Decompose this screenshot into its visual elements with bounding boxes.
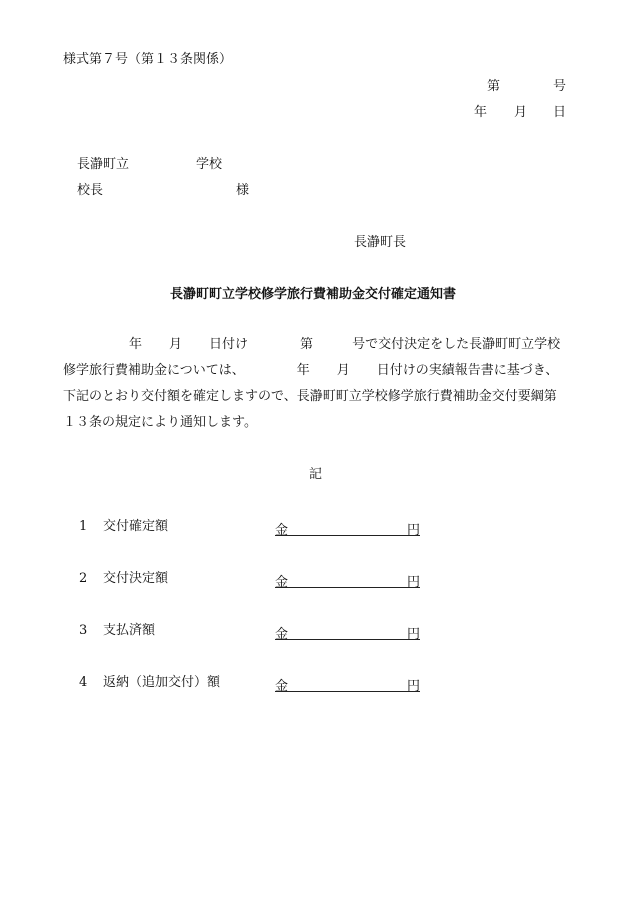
- document-number-prefix: 第: [487, 79, 501, 94]
- amount-suffix: 円: [406, 627, 420, 642]
- item-number: 4: [79, 675, 88, 690]
- body-line-2: [63, 363, 558, 379]
- amount-field: [275, 675, 420, 692]
- body-line-2-year: 年: [296, 363, 310, 378]
- page-title: 長瀞町町立学校修学旅行費補助金交付確定通知書: [170, 287, 457, 302]
- body-line-1-number-prefix: 第: [300, 337, 314, 352]
- item-label: 交付決定額: [103, 571, 169, 586]
- item-number: 1: [79, 519, 88, 534]
- addressee-school-prefix: 長瀞町立: [77, 157, 130, 172]
- addressee-honorific: 様: [236, 183, 250, 198]
- body-line-3: 下記のとおり交付額を確定しますので、長瀞町町立学校修学旅行費補助金交付要綱第: [63, 389, 557, 404]
- item-label: 返納（追加交付）額: [103, 675, 221, 690]
- amount-field: [275, 519, 420, 536]
- item-number: 3: [79, 623, 88, 638]
- body-paragraph: [63, 337, 575, 437]
- body-line-1-month: 月: [169, 337, 183, 352]
- item-label: 支払済額: [103, 623, 156, 638]
- amount-prefix: 金: [275, 523, 289, 538]
- addressee-principal: 校長: [77, 183, 104, 198]
- form-label: 様式第７号（第１３条関係）: [63, 52, 233, 67]
- amount-prefix: 金: [275, 575, 289, 590]
- amount-suffix: 円: [406, 575, 420, 590]
- amount-suffix: 円: [406, 523, 420, 538]
- amount-prefix: 金: [275, 679, 289, 694]
- addressee-school-suffix: 学校: [196, 157, 223, 172]
- ki-heading: 記: [309, 467, 323, 482]
- amount-prefix: 金: [275, 627, 289, 642]
- body-line-2-month: 月: [336, 363, 350, 378]
- amount-field: [275, 571, 420, 588]
- body-line-1-rest: 号で交付決定をした長瀞町町立学校: [352, 337, 561, 352]
- date-month-label: 月: [514, 105, 528, 120]
- amount-suffix: 円: [406, 679, 420, 694]
- amount-field: [275, 623, 420, 640]
- sender: 長瀞町長: [354, 235, 407, 250]
- document-number-suffix: 号: [553, 79, 567, 94]
- item-label: 交付確定額: [103, 519, 169, 534]
- item-number: 2: [79, 571, 88, 586]
- body-line-2-start: 修学旅行費補助金については、: [63, 363, 245, 378]
- body-line-1-dated: 日付け: [209, 337, 249, 352]
- date-year-label: 年: [474, 105, 488, 120]
- date-day-label: 日: [553, 105, 567, 120]
- body-line-1: [63, 337, 560, 353]
- body-line-1-year: 年: [129, 337, 143, 352]
- body-line-4: １３条の規定により通知します。: [63, 415, 257, 430]
- body-line-2-rest: 日付けの実績報告書に基づき、: [376, 363, 559, 378]
